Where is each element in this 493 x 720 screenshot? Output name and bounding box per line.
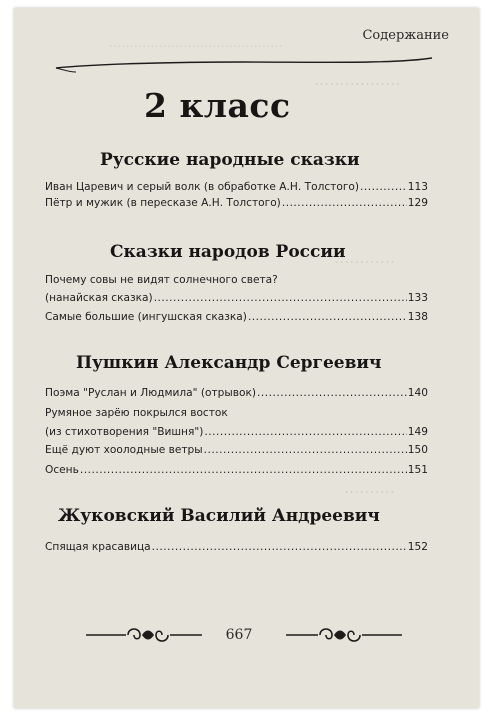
leader-dots (360, 180, 407, 194)
toc-entry-page: 140 (407, 387, 428, 399)
toc-entry[interactable] (45, 463, 428, 477)
toc-entry-title: Ещё дуют хоолодные ветры (45, 444, 203, 456)
footer-right-ornament (284, 623, 404, 647)
toc-entry-page: 150 (407, 444, 428, 456)
toc-entry-title: Иван Царевич и серый волк (в обработке А.Н. Толстого) (45, 181, 360, 193)
footer-left-ornament (84, 623, 204, 647)
section-title-tales-of-russian-peoples: Сказки народов России (110, 242, 346, 262)
leader-dots (154, 291, 407, 305)
toc-entry-title: (нанайская сказка) (45, 292, 153, 304)
toc-entry-title: Поэма "Руслан и Людмила" (отрывок) (45, 387, 256, 399)
leader-dots (257, 386, 407, 400)
leader-dots (204, 443, 407, 457)
show-through-text: .......... (344, 478, 395, 497)
page-number: 667 (225, 627, 253, 643)
toc-entry[interactable] (45, 196, 428, 210)
toc-entry[interactable] (45, 310, 428, 324)
grade-title: 2 класс (144, 86, 291, 125)
section-title-pushkin: Пушкин Александр Сергеевич (76, 353, 382, 373)
toc-entry[interactable] (45, 540, 428, 554)
leader-dots (248, 310, 407, 324)
book-page (14, 8, 479, 708)
toc-entry[interactable] (45, 386, 428, 400)
show-through-text: ................. (314, 70, 401, 89)
toc-entry-page: 113 (407, 181, 428, 193)
leader-dots (204, 425, 406, 439)
toc-entry-title: Осень (45, 464, 79, 476)
toc-entry-title: Самые большие (ингушская сказка) (45, 311, 247, 323)
toc-entry-title-line[interactable]: Румяное зарёю покрылся восток (45, 407, 228, 419)
toc-entry-page: 151 (407, 464, 428, 476)
running-head: Содержание (362, 28, 449, 43)
section-title-zhukovsky: Жуковский Василий Андреевич (58, 506, 380, 526)
show-through-text: ............ (334, 248, 396, 267)
toc-entry-page: 133 (407, 292, 428, 304)
toc-entry-title-line[interactable]: Почему совы не видят солнечного света? (45, 274, 278, 286)
toc-entry-title: Пётр и мужик (в пересказе А.Н. Толстого) (45, 197, 281, 209)
toc-entry[interactable] (45, 443, 428, 457)
toc-entry-page: 138 (407, 311, 428, 323)
leader-dots (282, 196, 407, 210)
leader-dots (152, 540, 407, 554)
toc-entry-page: 149 (407, 426, 428, 438)
toc-entry-page: 152 (407, 541, 428, 553)
toc-entry-title: Спящая красавица (45, 541, 151, 553)
toc-entry[interactable] (45, 425, 428, 439)
leader-dots (80, 463, 407, 477)
header-rule-ornament (54, 52, 434, 74)
show-through-text: .......................................... (109, 36, 283, 51)
toc-entry-page: 129 (407, 197, 428, 209)
toc-entry[interactable] (45, 291, 428, 305)
section-title-russian-folk-tales: Русские народные сказки (100, 150, 360, 170)
toc-entry[interactable] (45, 180, 428, 194)
toc-entry-title: (из стихотворения "Вишня") (45, 426, 204, 438)
